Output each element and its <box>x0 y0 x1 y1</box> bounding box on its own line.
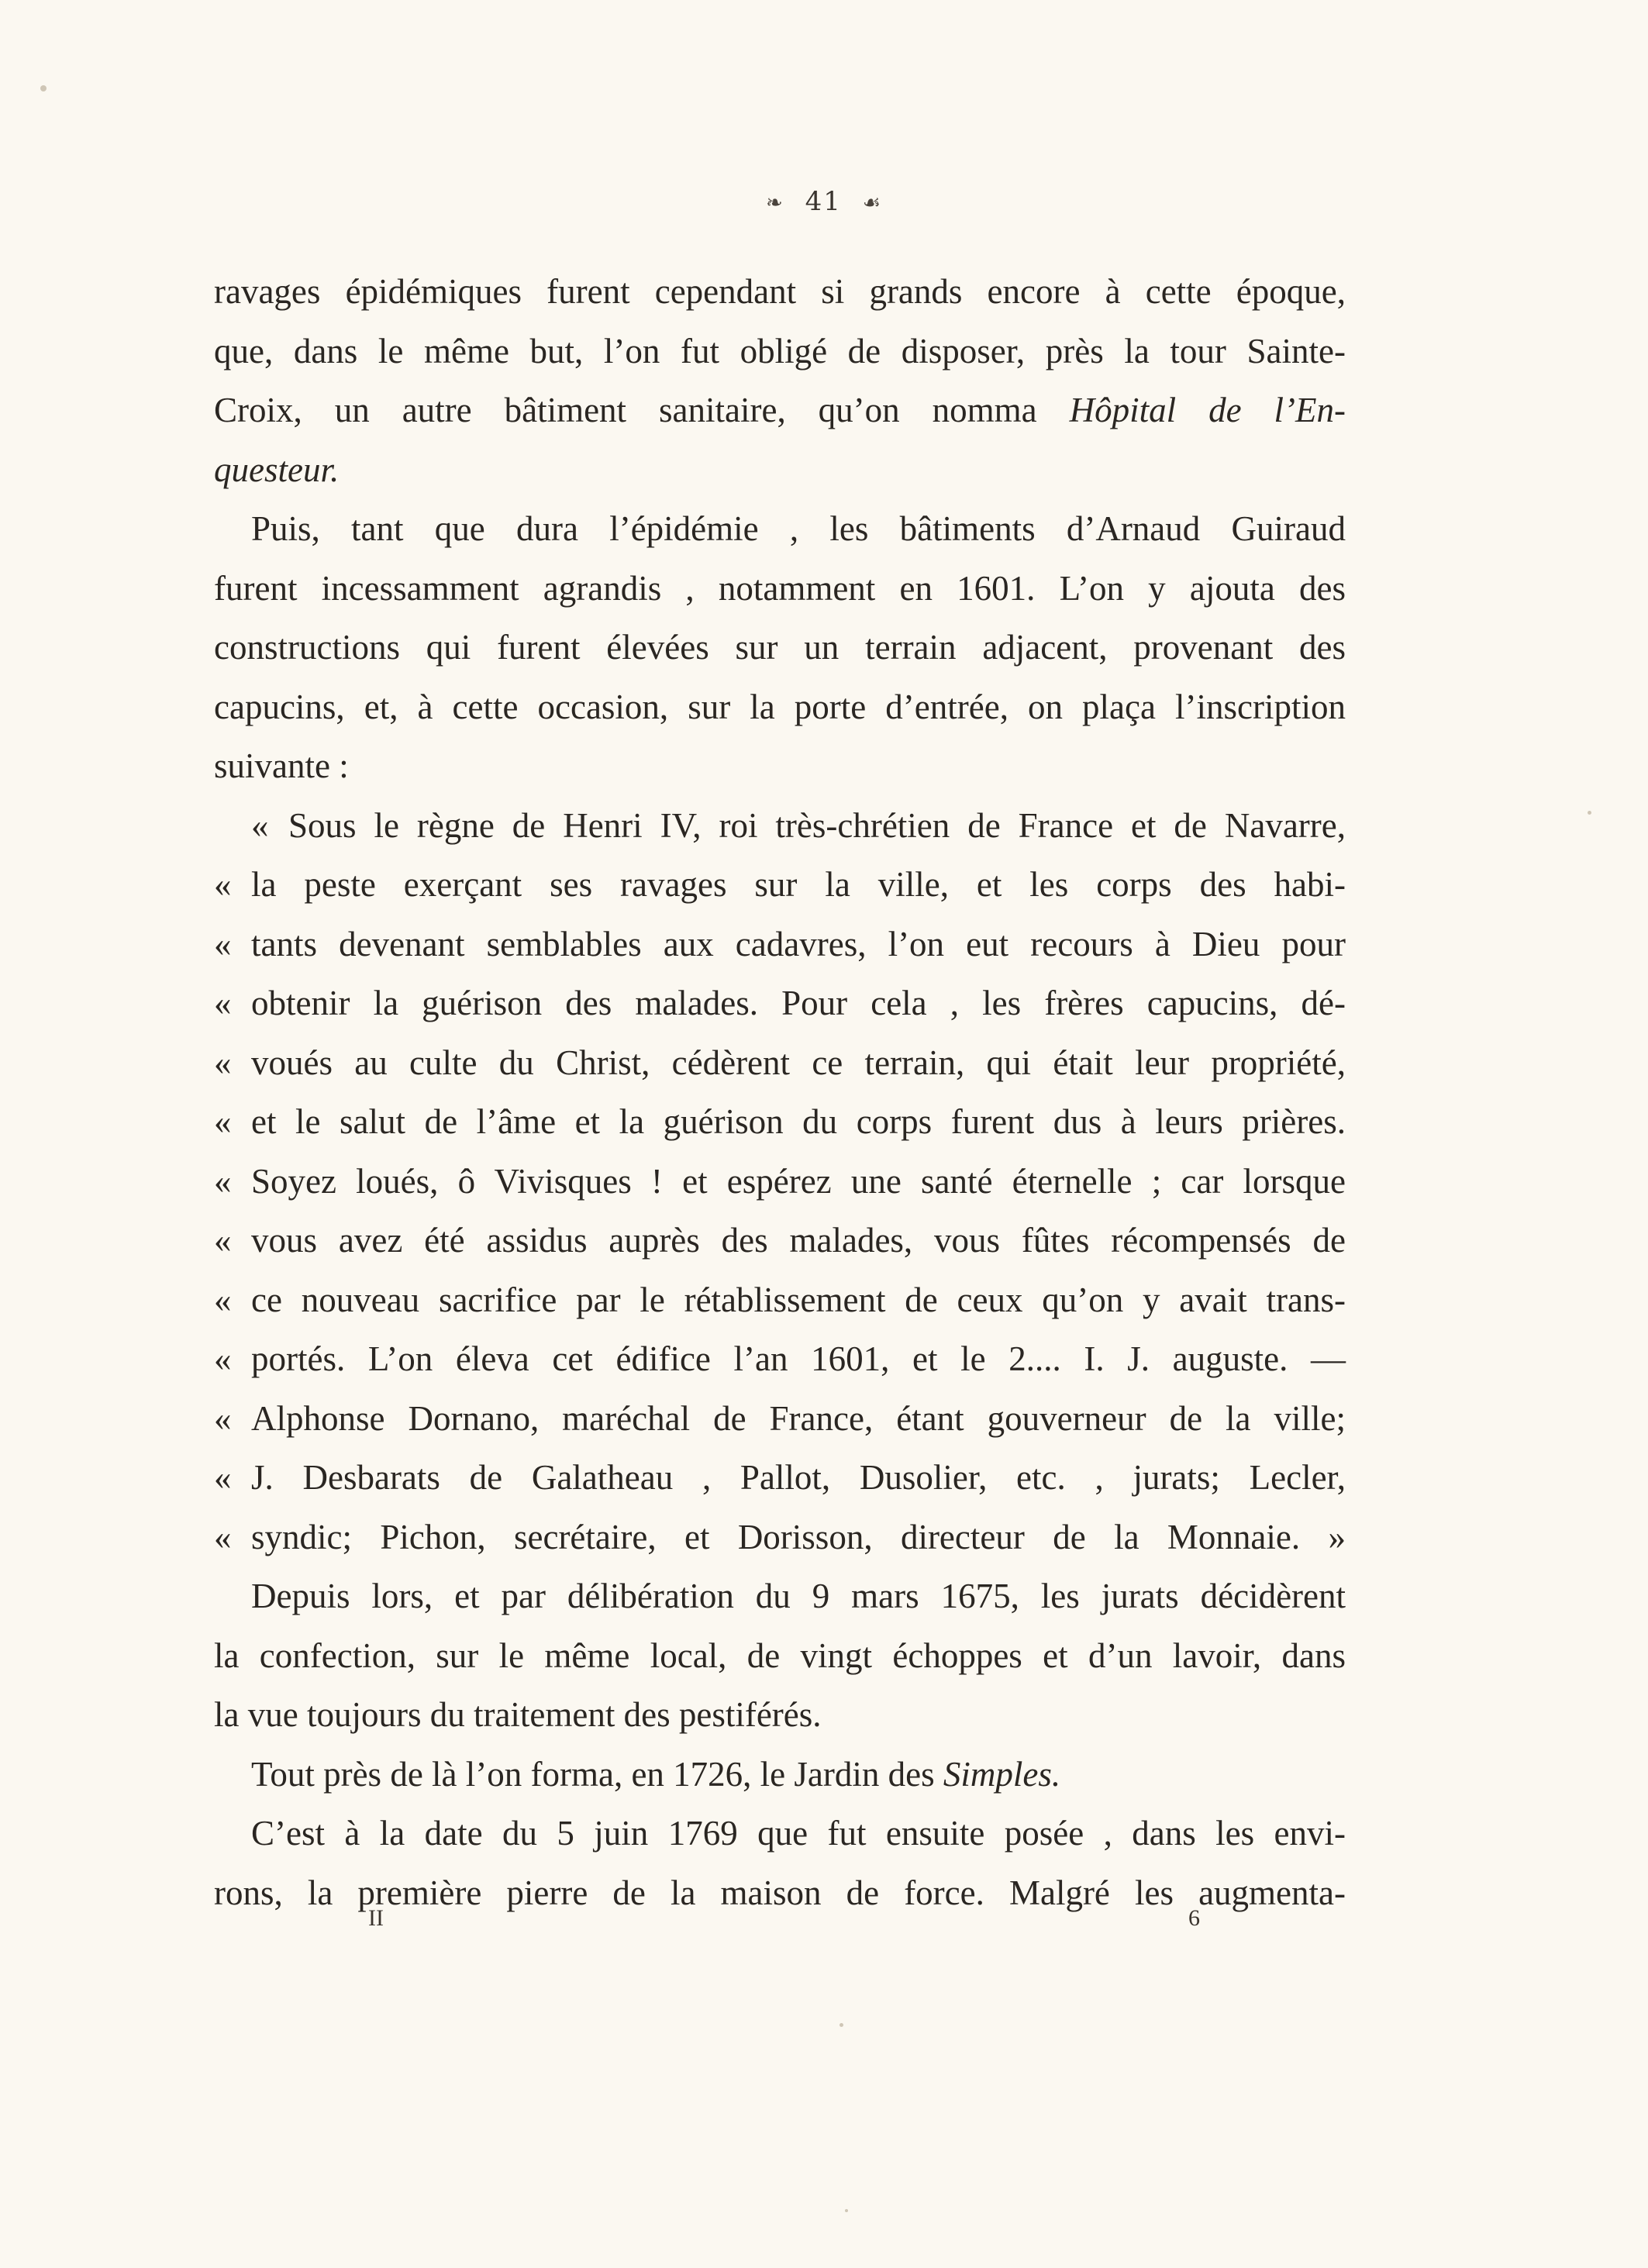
inscription-line: « Sous le règne de Henri IV, roi très-chrétien de France et de Navarre, <box>214 796 1346 856</box>
open-quote: « <box>214 1339 232 1378</box>
text-line: la vue toujours du traitement des pestiférés. <box>214 1695 822 1734</box>
paragraph-start: Depuis lors, et par délibération du 9 mars 1675, les jurats décidèrent <box>251 1577 1346 1615</box>
text-line: Croix, un autre bâtiment sanitaire, qu’on nomma Hôpital de l’En- <box>214 391 1346 429</box>
italic-hopital: Hôpital de l’En- <box>1069 391 1346 429</box>
paper-speck <box>845 2209 848 2212</box>
body-text <box>214 262 1346 1922</box>
paper-speck <box>40 85 47 91</box>
text-line: constructions qui furent élevées sur un terrain adjacent, provenant des <box>214 628 1346 667</box>
paragraph-start: Tout près de là l’on forma, en 1726, le Jardin des Simples. <box>251 1754 1061 1794</box>
open-quote: « <box>214 984 232 1022</box>
inscription-line: « Alphonse Dornano, maréchal de France, étant gouverneur de la ville; <box>214 1389 1346 1449</box>
open-quote: « <box>251 805 269 845</box>
inscription-line: « portés. L’on éleva cet édifice l’an 1601, et le 2.... I. J. auguste. — <box>214 1329 1346 1389</box>
text-line: ravages épidémiques furent cependant si grands encore à cette époque, <box>214 272 1346 311</box>
text-line: capucins, et, à cette occasion, sur la porte d’entrée, on plaça l’inscription <box>214 687 1346 726</box>
text-line: la confection, sur le même local, de vingt échoppes et d’un lavoir, dans <box>214 1636 1346 1675</box>
open-quote: « <box>214 1043 232 1082</box>
inscription-line: « voués au culte du Christ, cédèrent ce terrain, qui était leur propriété, <box>214 1033 1346 1093</box>
open-quote: « <box>214 1517 232 1556</box>
page-footer <box>0 1905 1648 1936</box>
running-header <box>0 186 1648 217</box>
inscription-line: « obtenir la guérison des malades. Pour cela , les frères capucins, dé- <box>214 974 1346 1033</box>
open-quote: « <box>214 1458 232 1497</box>
right-ornament-icon: ☙ <box>862 191 882 215</box>
left-ornament-icon: ❧ <box>766 191 784 215</box>
paragraph-start: C’est à la date du 5 juin 1769 que fut ensuite posée , dans les envi- <box>251 1814 1346 1853</box>
open-quote: « <box>214 1280 232 1319</box>
open-quote: « <box>214 1102 232 1141</box>
inscription-line: « J. Desbarats de Galatheau , Pallot, Dusolier, etc. , jurats; Lecler, <box>214 1448 1346 1508</box>
text-line: rons, la première pierre de la maison de force. Malgré les augmenta- <box>214 1873 1346 1912</box>
paper-speck <box>1588 811 1591 815</box>
open-quote: « <box>214 924 232 963</box>
close-quote: » <box>1328 1517 1346 1556</box>
open-quote: « <box>214 1398 232 1438</box>
open-quote: « <box>214 1161 232 1201</box>
inscription-line: « la peste exerçant ses ravages sur la ville, et les corps des habi- <box>214 855 1346 915</box>
inscription-line: « tants devenant semblables aux cadavres, l’on eut recours à Dieu pour <box>214 915 1346 974</box>
text-line <box>214 440 1346 500</box>
open-quote: « <box>214 1221 232 1260</box>
inscription-line: « vous avez été assidus auprès des malades, vous fûtes récompensés de <box>214 1211 1346 1270</box>
inscription-line: « et le salut de l’âme et la guérison du corps furent dus à leurs prières. <box>214 1092 1346 1152</box>
inscription-line: « Soyez loués, ô Vivisques ! et espérez une santé éternelle ; car lorsque <box>214 1152 1346 1212</box>
paper-speck <box>840 2023 843 2027</box>
paragraph-start: Puis, tant que dura l’épidémie , les bâtiments d’Arnaud Guiraud <box>251 509 1346 548</box>
italic-simples: Simples. <box>943 1754 1061 1794</box>
text-line: furent incessamment agrandis , notamment en 1601. L’on y ajouta des <box>214 568 1346 608</box>
italic-questeur: questeur. <box>214 450 340 489</box>
signature-mark-right: 6 <box>1188 1905 1200 1931</box>
page-number: 41 <box>805 186 842 217</box>
text-line: que, dans le même but, l’on fut obligé de disposer, près la tour Sainte- <box>214 331 1346 371</box>
signature-mark-left: II <box>368 1905 384 1931</box>
text-line: suivante : <box>214 746 349 785</box>
inscription-line: « ce nouveau sacrifice par le rétablissement de ceux qu’on y avait trans- <box>214 1270 1346 1330</box>
inscription-line: « syndic; Pichon, secrétaire, et Dorisson, directeur de la Monnaie. » <box>214 1508 1346 1567</box>
open-quote: « <box>214 865 232 904</box>
